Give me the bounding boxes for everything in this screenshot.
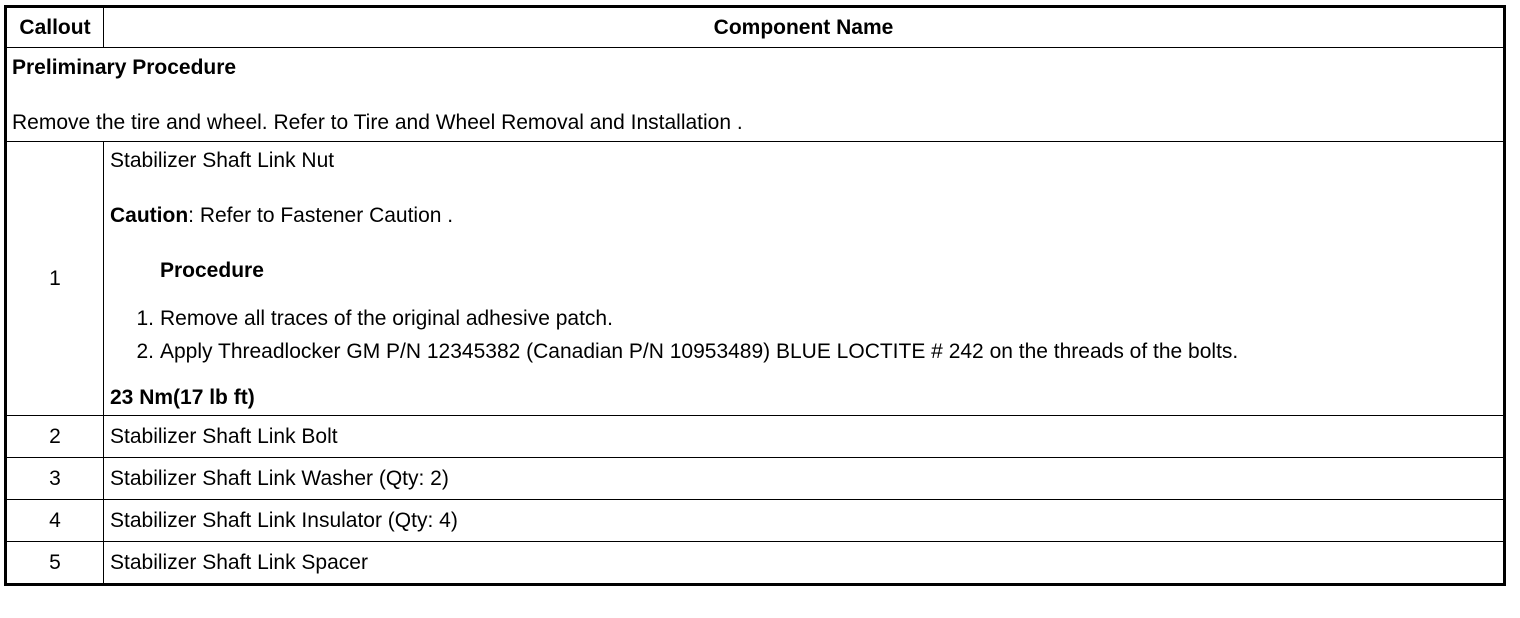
torque-spec: 23 Nm(17 lb ft) <box>110 386 255 409</box>
component-cell: Stabilizer Shaft Link Insulator (Qty: 4) <box>104 500 1505 542</box>
component-table <box>4 5 1506 586</box>
document-page <box>4 5 1506 586</box>
preliminary-text: Remove the tire and wheel. Refer to Tire and Wheel Removal and Installation . <box>12 111 743 134</box>
callout-cell: 3 <box>6 458 104 500</box>
procedure-step: 2. Apply Threadlocker GM P/N 12345382 (Canadian P/N 10953489) BLUE LOCTITE # 242 on the threads of the bolts. <box>136 340 1239 363</box>
procedure-step: 1. Remove all traces of the original adhesive patch. <box>136 307 613 330</box>
table-row <box>6 458 1505 500</box>
component-cell: Stabilizer Shaft Link Washer (Qty: 2) <box>104 458 1505 500</box>
procedure-title: Procedure <box>160 259 264 282</box>
header-callout: Callout <box>6 7 104 48</box>
callout-cell: 2 <box>6 416 104 458</box>
preliminary-row <box>6 48 1505 142</box>
component-name: Stabilizer Shaft Link Nut <box>110 149 335 172</box>
header-component-name: Component Name <box>104 7 1505 48</box>
table-row <box>6 416 1505 458</box>
preliminary-cell <box>6 48 1505 142</box>
callout-cell: 1 <box>6 142 104 416</box>
procedure-steps <box>110 302 1497 368</box>
table-row <box>6 542 1505 585</box>
component-cell <box>104 142 1505 416</box>
table-row <box>6 500 1505 542</box>
component-cell: Stabilizer Shaft Link Spacer <box>104 542 1505 585</box>
component-cell: Stabilizer Shaft Link Bolt <box>104 416 1505 458</box>
table-row <box>6 142 1505 416</box>
caution-line <box>110 204 1497 228</box>
header-row <box>6 7 1505 48</box>
callout-cell: 4 <box>6 500 104 542</box>
preliminary-title: Preliminary Procedure <box>12 56 237 79</box>
callout-cell: 5 <box>6 542 104 585</box>
caution-label: Caution <box>110 204 189 227</box>
caution-text: : Refer to Fastener Caution . <box>188 204 454 227</box>
